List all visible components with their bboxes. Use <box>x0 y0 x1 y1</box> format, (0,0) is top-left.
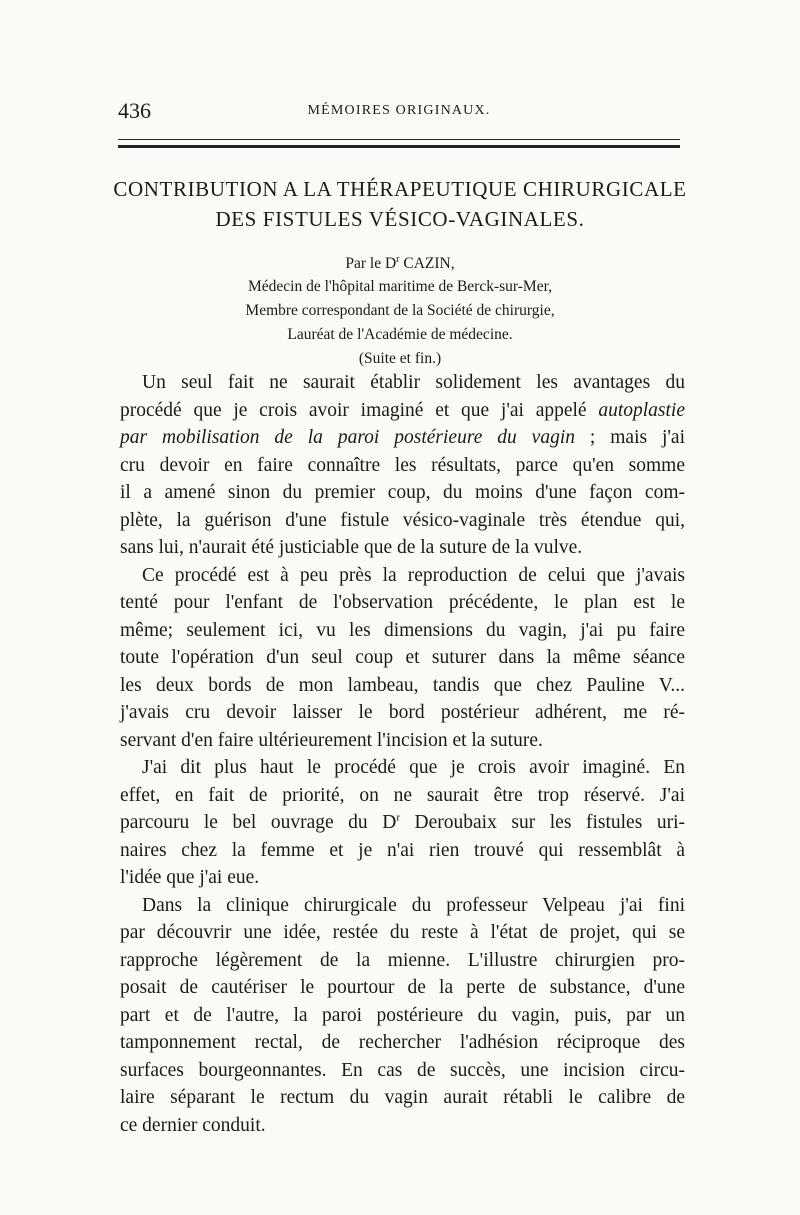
text-line: surfaces bourgeonnantes. En cas de succès, une incision circu- <box>120 1059 685 1081</box>
text-line: rapproche légèrement de la mienne. L'illustre chirurgien pro- <box>120 949 685 971</box>
text-line: Dans la clinique chirurgicale du professeur Velpeau j'ai fini <box>142 894 685 916</box>
text-line: Ce procédé est à peu près la reproduction de celui que j'avais <box>142 564 685 586</box>
text-span: procédé que je crois avoir imaginé et que j'ai appelé <box>120 399 599 421</box>
text-line: naires chez la femme et je n'ai rien trouvé qui ressemblât à <box>120 839 685 861</box>
text-line: ce dernier conduit. <box>120 1114 266 1136</box>
header-rule-thin <box>118 139 680 140</box>
text-span: parcouru le bel ouvrage du D <box>120 812 397 833</box>
text-line: même; seulement ici, vu les dimensions du vagin, j'ai pu faire <box>120 619 685 641</box>
author-name: CAZIN, <box>403 255 455 273</box>
text-line <box>120 809 685 837</box>
text-line: J'ai dit plus haut le procédé que je crois avoir imaginé. En <box>142 757 685 778</box>
affiliation-3: Lauréat de l'Académie de médecine. <box>287 326 513 343</box>
header-rule-thick <box>118 145 680 148</box>
running-title: MÉMOIRES ORIGINAUX. <box>307 103 491 118</box>
article-title-line-2: DES FISTULES VÉSICO-VAGINALES. <box>215 207 585 231</box>
text-line: Un seul fait ne saurait établir solidement les avantages du <box>142 372 685 393</box>
text-line <box>120 424 685 452</box>
author-title-sup: r <box>396 254 400 265</box>
text-line: servant d'en faire ultérieurement l'incision et la suture. <box>120 729 543 751</box>
author-line <box>100 254 700 273</box>
paragraph-1 <box>120 369 685 562</box>
doctor-title-sup: r <box>396 811 400 824</box>
text-line: cru devoir en faire connaître les résultats, parce qu'en somme <box>120 454 685 476</box>
affiliation-2: Membre correspondant de la Société de chirurgie, <box>245 302 555 319</box>
paragraph-4 <box>120 892 685 1140</box>
continuation-note: (Suite et fin.) <box>358 350 442 367</box>
text-line: laire séparant le rectum du vagin aurait rétabli le calibre de <box>120 1087 685 1108</box>
article-title-line-1: CONTRIBUTION A LA THÉRAPEUTIQUE CHIRURGICALE <box>113 177 687 201</box>
text-line: toute l'opération d'un seul coup et suturer dans la même séance <box>120 647 685 668</box>
text-line: par découvrir une idée, restée du reste à l'état de projet, qui se <box>120 922 685 943</box>
text-span: ; mais j'ai <box>589 427 685 448</box>
text-span: Deroubaix sur les fistules uri- <box>399 812 685 833</box>
text-line <box>120 397 685 425</box>
text-line: part et de l'autre, la paroi postérieure du vagin, puis, par un <box>120 1004 685 1026</box>
text-line: il a amené sinon du premier coup, du moins d'une façon com- <box>120 482 685 503</box>
italic-term: par mobilisation de la paroi postérieure du vagin <box>120 427 575 448</box>
text-line: j'avais cru devoir laisser le bord postérieur adhérent, me ré- <box>120 702 685 723</box>
text-line: plète, la guérison d'une fistule vésico-vaginale très étendue qui, <box>120 509 685 531</box>
text-line: les deux bords de mon lambeau, tandis que chez Pauline V... <box>120 674 685 696</box>
page-number: 436 <box>118 98 151 123</box>
paragraph-3 <box>120 754 685 892</box>
italic-term: autoplastie <box>598 399 685 421</box>
text-line: effet, en fait de priorité, on ne saurait être trop réservé. J'ai <box>120 784 685 806</box>
paragraph-2 <box>120 562 685 755</box>
text-line: sans lui, n'aurait été justiciable que de la suture de la vulve. <box>120 537 583 558</box>
text-line: tamponnement rectal, de rechercher l'adhésion réciproque des <box>120 1032 685 1053</box>
affiliation-1: Médecin de l'hôpital maritime de Berck-sur-Mer, <box>247 278 552 295</box>
text-line: posait de cautériser le pourtour de la perte de substance, d'une <box>120 977 685 998</box>
text-line: l'idée que j'ai eue. <box>120 867 260 888</box>
running-header <box>118 98 680 128</box>
author-prefix: Par le D <box>345 255 397 273</box>
article-body <box>120 369 685 1139</box>
text-line: tenté pour l'enfant de l'observation précédente, le plan est le <box>120 592 685 613</box>
